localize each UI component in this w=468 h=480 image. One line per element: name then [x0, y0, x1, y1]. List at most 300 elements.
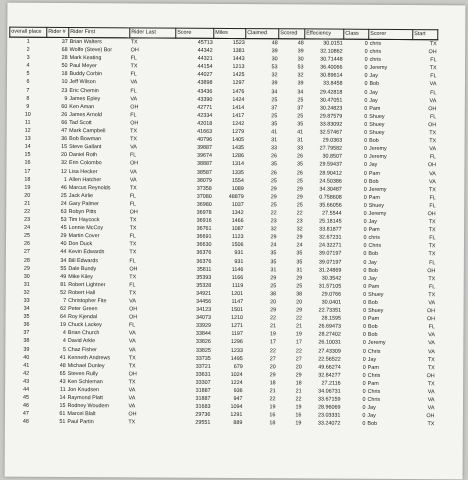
cell-scored: 29 — [296, 307, 303, 314]
cell-claimed: 16 — [269, 412, 276, 419]
cell-start: TX — [427, 356, 435, 363]
cell-rider-first: Raymond Platt — [67, 395, 103, 402]
cell-rider-last: TX — [128, 379, 136, 386]
cell-scored: 20 — [296, 299, 303, 306]
cell-start: OH — [426, 413, 435, 420]
cell-scored: 29 — [296, 186, 303, 193]
cell-class: 0 — [362, 380, 366, 387]
cell-start: OH — [426, 308, 436, 315]
cell-scorer: Pam — [367, 380, 379, 387]
cell-claimed: 23 — [270, 218, 277, 225]
cell-start: VA — [427, 397, 435, 404]
cell-class: 0 — [364, 129, 368, 136]
cell-overall-place: 37 — [23, 330, 30, 337]
cell-rider-first: Martin Cover — [68, 233, 100, 240]
cell-score: 36691 — [196, 234, 212, 241]
cell-rider-last: TX — [130, 39, 138, 46]
cell-scorer: Chris — [368, 243, 382, 250]
cell-start: TX — [429, 41, 437, 48]
cell-claimed: 35 — [270, 161, 277, 168]
cell-scored: 23 — [296, 218, 303, 225]
cell-scored: 26 — [296, 169, 303, 176]
cell-start: TX — [428, 275, 436, 282]
cell-overall-place: 20 — [24, 192, 31, 199]
cell-efficiency: 26.10031 — [318, 339, 341, 347]
cell-start: FL — [428, 283, 436, 291]
cell-class: 0 — [363, 291, 367, 298]
cell-start: OH — [426, 373, 435, 380]
cell-efficiency: 30.24823 — [319, 105, 343, 112]
cell-rider-number: 44 — [60, 249, 67, 256]
col-header-claimed: Claimed — [246, 29, 279, 39]
cell-rider-number: 12 — [60, 168, 67, 175]
cell-claimed: 25 — [270, 202, 277, 209]
cell-scorer: Jeremy — [368, 186, 387, 193]
cell-claimed: 31 — [270, 266, 277, 273]
cell-overall-place: 32 — [23, 289, 30, 296]
cell-rider-last: VA — [128, 338, 136, 345]
cell-score: 42334 — [197, 112, 213, 119]
cell-efficiency: 33.8458 — [322, 81, 343, 88]
cell-efficiency: 28.27402 — [318, 331, 341, 339]
cell-scorer: Bob — [368, 178, 379, 185]
cell-scored: 35 — [296, 258, 303, 265]
cell-scorer: Jeremy — [369, 65, 388, 72]
cell-rider-first: Gary Palmer — [68, 200, 100, 208]
cell-rider-first: Tad Scott — [69, 119, 92, 127]
cell-score: 36376 — [196, 258, 212, 265]
cell-scored: 19 — [295, 331, 302, 338]
cell-scorer: chris — [369, 40, 382, 47]
cell-miles: 1166 — [231, 274, 244, 281]
cell-rider-number: 4 — [62, 338, 66, 345]
cell-class: 0 — [362, 372, 366, 379]
cell-scorer: Bob — [369, 81, 380, 88]
cell-rider-last: TX — [130, 128, 138, 135]
cell-scored: 25 — [296, 202, 303, 209]
cell-start: TX — [429, 65, 437, 72]
cell-rider-first: James Epley — [69, 95, 101, 102]
cell-rider-last: VA — [128, 395, 136, 402]
cell-rider-last: VA — [128, 387, 136, 394]
col-header-rider-number: Rider # — [47, 27, 69, 37]
cell-scorer: Jay — [368, 275, 377, 282]
cell-start: TX — [428, 251, 436, 258]
cell-rider-first: Tim Haycock — [68, 217, 100, 224]
cell-rider-last: OH — [129, 306, 138, 313]
cell-rider-last: TX — [129, 249, 137, 256]
cell-score: 42018 — [197, 120, 213, 127]
cell-overall-place: 42 — [23, 370, 30, 377]
printed-sheet — [5, 3, 466, 480]
cell-scorer: Jeremy — [367, 340, 386, 347]
cell-class: 0 — [364, 48, 368, 55]
cell-overall-place: 36 — [23, 321, 30, 329]
cell-start: FL — [429, 235, 436, 242]
cell-class: 0 — [363, 235, 367, 242]
cell-rider-last: VA — [129, 176, 137, 183]
cell-rider-number: 4 — [62, 330, 66, 337]
cell-rider-last: TX — [128, 363, 136, 370]
cell-scored: 19 — [295, 404, 302, 411]
cell-rider-number: 15 — [59, 403, 66, 410]
cell-rider-first: Mark Campbell — [69, 128, 106, 135]
cell-overall-place: 8 — [26, 95, 30, 102]
cell-scored: 32 — [296, 226, 303, 233]
cell-miles: 1381 — [232, 48, 245, 55]
cell-overall-place: 9 — [26, 103, 30, 110]
cell-efficiency: 27.2116 — [321, 380, 341, 387]
cell-score: 38079 — [196, 177, 212, 184]
cell-rider-last: VA — [129, 168, 137, 175]
cell-overall-place: 1 — [26, 38, 30, 45]
cell-miles: 1495 — [230, 355, 243, 362]
cell-rider-last: TX — [128, 355, 136, 362]
cell-overall-place: 33 — [23, 297, 30, 304]
cell-rider-first: Wolfe (Steve) Bor — [69, 47, 113, 54]
cell-start: FL — [428, 324, 435, 331]
cell-rider-number: 41 — [59, 354, 66, 361]
cell-miles: 1197 — [231, 331, 243, 338]
cell-rider-last: TX — [129, 290, 137, 297]
cell-rider-number: 52 — [60, 289, 67, 296]
cell-rider-last: FL — [129, 257, 136, 264]
cell-score: 40796 — [197, 136, 213, 143]
cell-efficiency: 29.0363 — [322, 137, 343, 144]
cell-score: 34456 — [196, 298, 212, 305]
cell-claimed: 19 — [269, 331, 276, 338]
cell-start: OH — [428, 105, 437, 112]
cell-efficiency: 29.59437 — [319, 161, 342, 169]
cell-miles: 1414 — [232, 104, 245, 111]
cell-class: 0 — [363, 178, 367, 185]
cell-scorer: Shuey — [369, 121, 385, 128]
cell-rider-number: 20 — [61, 152, 68, 159]
cell-scored: 17 — [295, 339, 302, 346]
cell-efficiency: 35.66056 — [319, 202, 342, 209]
cell-claimed: 22 — [269, 396, 276, 403]
cell-rider-last: OH — [129, 314, 138, 321]
cell-score: 36630 — [196, 242, 212, 249]
cell-scorer: Shuey — [369, 129, 385, 136]
cell-class: 0 — [362, 324, 366, 331]
cell-scorer: Bob — [367, 324, 378, 331]
cell-scored: 38 — [296, 291, 303, 298]
cell-class: 0 — [363, 194, 367, 201]
cell-efficiency: 22.73351 — [318, 307, 342, 314]
cell-class: 0 — [363, 307, 367, 314]
cell-score: 37358 — [196, 185, 212, 192]
cell-claimed: 32 — [271, 72, 278, 79]
cell-class: 0 — [364, 121, 368, 128]
cell-efficiency: 30.89614 — [320, 72, 343, 80]
cell-scored: 29 — [296, 194, 303, 201]
cell-rider-last: OH — [130, 120, 139, 127]
cell-claimed: 35 — [270, 258, 277, 265]
cell-scorer: chris — [369, 48, 382, 55]
cell-class: 0 — [362, 332, 366, 339]
cell-miles: 1296 — [230, 339, 243, 346]
cell-rider-first: Erin Colombo — [68, 160, 102, 167]
cell-scorer: Jay — [367, 413, 376, 420]
cell-rider-first: Dale Bundy — [68, 265, 97, 272]
cell-miles: 1506 — [231, 242, 244, 249]
cell-scorer: Shuey — [368, 307, 384, 315]
col-header-start: Start — [413, 30, 438, 40]
cell-start: FL — [430, 57, 437, 64]
cell-miles: 1037 — [231, 201, 244, 208]
col-header-scored: Scored — [279, 29, 305, 39]
col-header-miles: Miles — [214, 28, 246, 38]
cell-claimed: 37 — [271, 104, 278, 112]
cell-score: 33826 — [195, 339, 211, 346]
cell-start: TX — [428, 219, 436, 226]
cell-class: 0 — [362, 396, 366, 403]
cell-rider-last: FL — [129, 282, 136, 289]
cell-rider-last: VA — [128, 330, 136, 337]
cell-efficiency: 27.5544 — [322, 210, 342, 217]
cell-claimed: 25 — [271, 96, 278, 103]
cell-miles: 1087 — [231, 226, 244, 233]
cell-score: 34123 — [196, 306, 212, 313]
cell-rider-number: 63 — [60, 208, 67, 215]
cell-scorer: Jeremy — [369, 146, 387, 153]
cell-rider-number: 50 — [61, 63, 68, 70]
cell-claimed: 29 — [270, 307, 277, 314]
cell-rider-last: VA — [130, 144, 137, 151]
cell-overall-place: 22 — [24, 208, 31, 215]
cell-miles: 1443 — [232, 56, 245, 63]
cell-scored: 35 — [297, 121, 304, 128]
cell-overall-place: 25 — [24, 232, 31, 239]
cell-rider-number: 81 — [60, 281, 67, 288]
cell-scorer: Jay — [367, 405, 376, 412]
cell-claimed: 38 — [270, 291, 277, 298]
cell-claimed: 25 — [271, 113, 278, 120]
cell-class: 0 — [364, 81, 368, 88]
cell-efficiency: 32.67231 — [319, 234, 342, 241]
cell-overall-place: 30 — [23, 273, 30, 280]
cell-miles: 1335 — [231, 169, 244, 176]
cell-score: 37080 — [196, 193, 212, 200]
cell-efficiency: 24.50386 — [319, 178, 342, 185]
cell-rider-number: 51 — [59, 419, 66, 426]
cell-claimed: 32 — [270, 226, 277, 233]
cell-rider-last: VA — [129, 298, 136, 305]
cell-scorer: Jay — [369, 73, 378, 80]
cell-rider-last: OH — [129, 209, 138, 216]
cell-start: OH — [427, 162, 436, 169]
cell-start: TX — [428, 292, 436, 299]
cell-class: 0 — [364, 113, 368, 120]
cell-rider-first: Buddy Corbin — [69, 71, 103, 78]
cell-rider-last: FL — [129, 193, 137, 200]
cell-score: 41663 — [197, 128, 213, 135]
cell-miles: 1279 — [232, 129, 245, 136]
cell-score: 35811 — [196, 266, 212, 273]
cell-scored: 24 — [296, 242, 303, 249]
cell-score: 33825 — [195, 347, 211, 354]
cell-scored: 25 — [297, 113, 304, 120]
cell-claimed: 30 — [271, 56, 278, 63]
cell-rider-number: 60 — [61, 103, 68, 110]
cell-rider-number: 11 — [59, 386, 66, 393]
cell-scored: 20 — [295, 364, 302, 371]
cell-score: 45713 — [197, 39, 213, 46]
cell-scorer: Bob — [369, 137, 379, 145]
cell-class: 0 — [363, 315, 367, 322]
cell-rider-last: TX — [129, 274, 137, 281]
cell-claimed: 21 — [269, 323, 276, 330]
cell-class: 0 — [363, 283, 367, 290]
cell-class: 0 — [364, 40, 368, 47]
cell-rider-number: 68 — [61, 47, 68, 54]
cell-efficiency: 33.67159 — [318, 396, 341, 403]
cell-scorer: Jay — [368, 162, 378, 169]
cell-efficiency: 29.42818 — [319, 89, 343, 96]
cell-start: VA — [429, 170, 436, 177]
cell-rider-number: 55 — [60, 265, 67, 272]
cell-scorer: Jeremy — [368, 210, 387, 217]
cell-rider-last: VA — [128, 346, 136, 353]
cell-score: 35393 — [196, 274, 212, 281]
cell-rider-first: Jack Airlie — [68, 192, 94, 199]
cell-rider-first: Jeff Wilson — [69, 79, 96, 86]
cell-miles: 1089 — [231, 185, 244, 192]
cell-class: 0 — [362, 356, 366, 363]
cell-rider-number: 34 — [60, 257, 67, 264]
cell-claimed: 22 — [270, 210, 277, 217]
cell-rider-number: 48 — [59, 362, 66, 369]
cell-score: 31887 — [195, 387, 211, 394]
cell-overall-place: 11 — [24, 119, 31, 126]
cell-scorer: Jay — [368, 259, 377, 266]
cell-rider-last: OH — [130, 47, 139, 54]
cell-rider-last: TX — [129, 185, 137, 192]
cell-miles: 1024 — [230, 371, 243, 378]
cell-scored: 41 — [297, 129, 304, 136]
cell-rider-first: Chuck Lackey — [67, 322, 102, 329]
cell-miles: 1094 — [230, 404, 243, 411]
cell-overall-place: 28 — [23, 257, 30, 264]
cell-efficiency: 31.57105 — [318, 283, 342, 290]
cell-rider-first: James Arnold — [69, 111, 102, 119]
cell-efficiency: 25.18145 — [319, 218, 342, 225]
cell-overall-place: 48 — [22, 419, 29, 426]
cell-overall-place: 34 — [23, 305, 30, 312]
cell-overall-place: 27 — [23, 249, 30, 256]
cell-rider-first: Eric Chemin — [69, 87, 99, 94]
cell-overall-place: 15 — [24, 152, 31, 159]
cell-rider-number: 18 — [61, 71, 68, 78]
cell-rider-first: Roy Kjendal — [68, 314, 98, 321]
cell-claimed: 35 — [270, 250, 277, 257]
cell-start: TX — [429, 130, 437, 137]
cell-score: 33929 — [195, 323, 211, 330]
cell-rider-last: OH — [129, 160, 139, 167]
cell-rider-last: FL — [130, 152, 137, 159]
cell-class: 0 — [364, 65, 368, 72]
cell-overall-place: 3 — [26, 54, 30, 61]
cell-score: 42771 — [197, 104, 213, 111]
cell-rider-last: VA — [130, 96, 138, 103]
cell-score: 34073 — [196, 314, 212, 322]
cell-claimed: 39 — [271, 48, 278, 55]
cell-score: 33307 — [195, 379, 211, 386]
cell-rider-number: 1 — [63, 176, 67, 183]
cell-rider-first: Marcel Blalt — [67, 411, 96, 418]
cell-scored: 29 — [296, 275, 303, 282]
cell-scorer: Pam — [368, 316, 380, 323]
cell-scored: 21 — [295, 388, 302, 395]
cell-class: 0 — [363, 218, 367, 225]
cell-start: TX — [429, 138, 437, 145]
cell-start: VA — [428, 300, 436, 307]
cell-rider-number: 29 — [60, 233, 67, 240]
cell-overall-place: 23 — [24, 216, 31, 223]
cell-efficiency: 49.66274 — [318, 364, 341, 371]
cell-class: 0 — [363, 243, 367, 250]
cell-score: 36916 — [196, 217, 212, 224]
table-row — [7, 418, 435, 429]
cell-class: 0 — [362, 405, 366, 412]
cell-overall-place: 45 — [23, 394, 30, 401]
cell-scorer: Bob — [368, 251, 379, 258]
cell-rider-first: Marcus Reynolds — [68, 184, 111, 191]
cell-rider-number: 46 — [60, 184, 67, 191]
cell-class: 0 — [363, 226, 367, 233]
cell-miles: 1424 — [232, 96, 245, 103]
cell-claimed: 33 — [271, 145, 278, 152]
cell-class: 0 — [362, 340, 366, 347]
cell-rider-first: Peter Green — [68, 306, 98, 313]
cell-scored: 22 — [296, 315, 303, 322]
cell-rider-number: 7 — [63, 297, 67, 304]
cell-rider-number: 36 — [61, 136, 68, 143]
cell-scorer: Bob — [368, 267, 378, 274]
cell-efficiency: 33.24072 — [317, 420, 341, 428]
cell-rider-number: 64 — [60, 314, 67, 321]
results-body — [7, 37, 437, 429]
cell-class: 0 — [362, 413, 366, 420]
cell-scorer: Chris — [367, 348, 381, 355]
cell-miles: 1314 — [231, 161, 244, 168]
cell-class: 0 — [364, 56, 368, 63]
cell-miles: 1286 — [231, 153, 245, 160]
cell-scored: 22 — [296, 210, 303, 217]
cell-scored: 25 — [296, 283, 303, 290]
cell-class: 0 — [364, 137, 368, 144]
cell-rider-number: 37 — [61, 38, 68, 45]
cell-score: 34921 — [196, 290, 212, 297]
cell-claimed: 26 — [270, 169, 277, 176]
cell-scored: 29 — [296, 234, 303, 241]
cell-score: 43436 — [197, 88, 213, 95]
cell-start: TX — [428, 186, 436, 193]
cell-class: 0 — [363, 267, 367, 274]
cell-overall-place: 5 — [26, 71, 30, 78]
cell-score: 44027 — [197, 72, 213, 79]
cell-rider-last: OH — [128, 371, 137, 378]
cell-efficiency: 34.30487 — [319, 186, 342, 193]
cell-score: 36980 — [196, 201, 212, 208]
cell-rider-number: 23 — [61, 87, 68, 94]
results-table — [7, 27, 438, 429]
cell-rider-first: Lisa Hecker — [68, 168, 98, 175]
cell-miles: 1523 — [232, 39, 245, 47]
cell-rider-last: TX — [129, 241, 137, 248]
cell-scorer: chris — [369, 57, 382, 64]
